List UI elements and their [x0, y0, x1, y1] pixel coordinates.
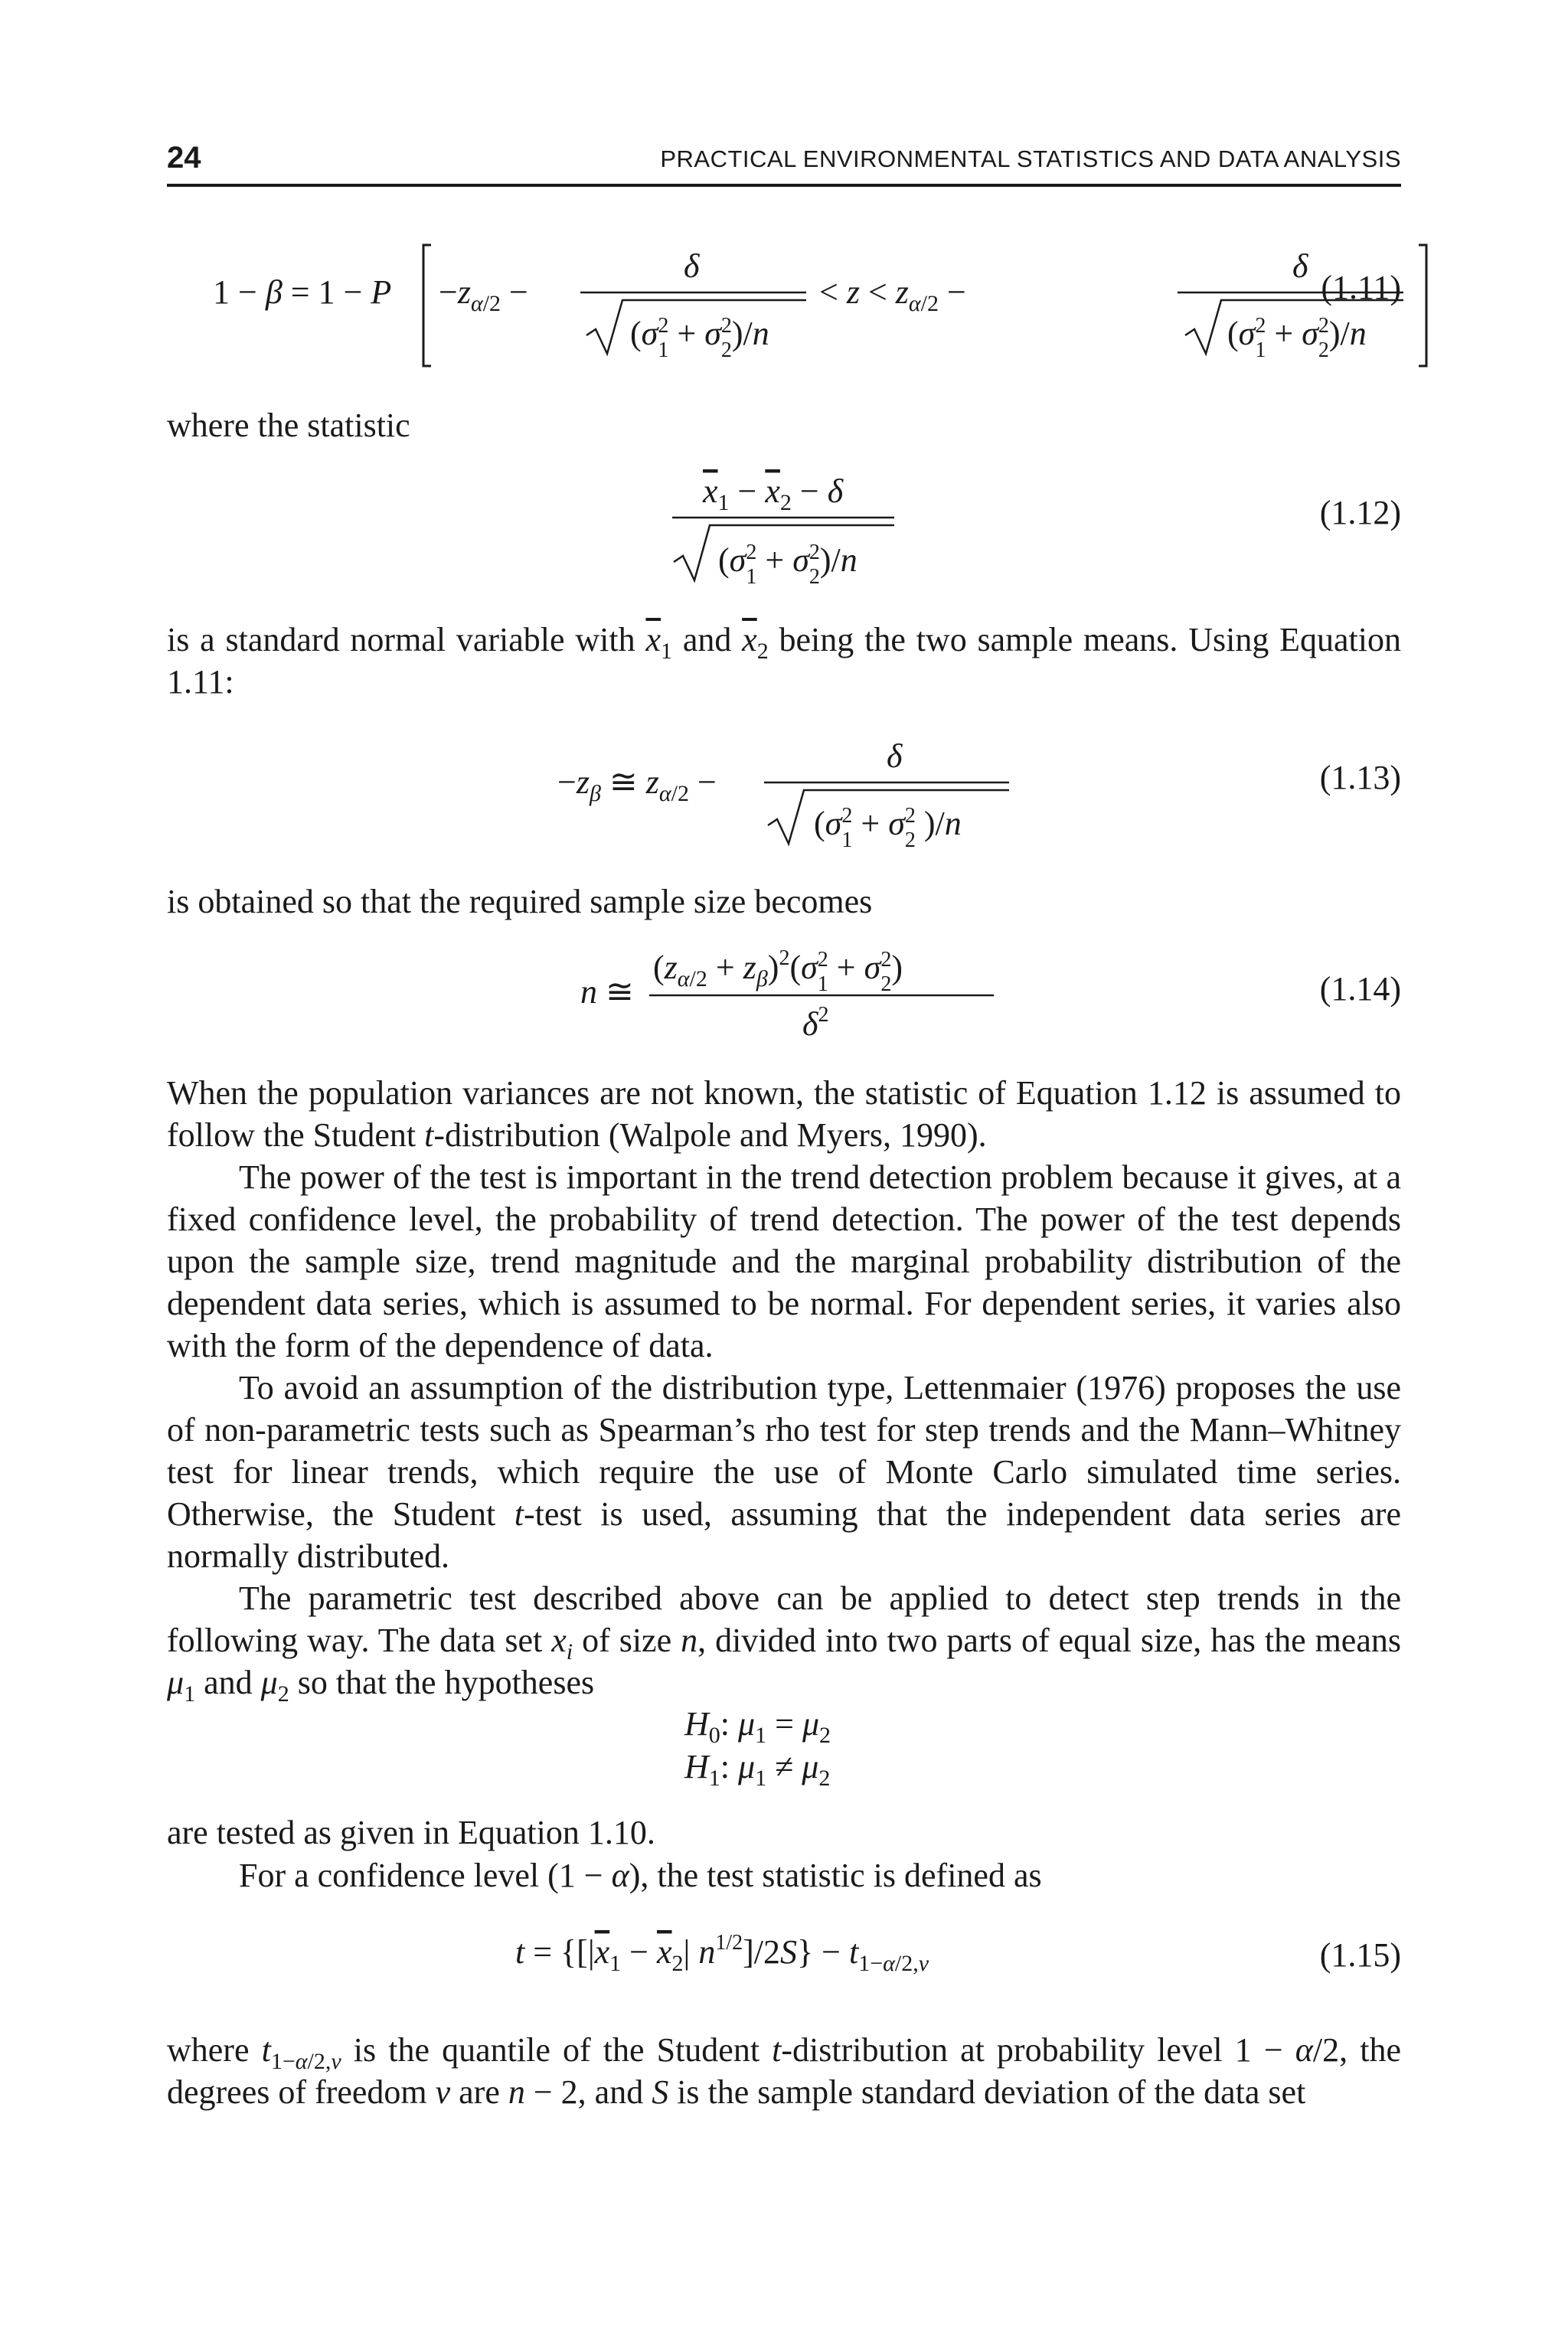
hypotheses-formula: [167, 1701, 1401, 1793]
svg-text:δ: δ: [887, 737, 903, 775]
paragraph-text: is the quantile of the Student: [341, 2031, 773, 2069]
paragraph: The power of the test is important in the trend detection problem because it gives, at a fixed confidence level, the probability of trend detection. The power of the test depends upon the sample size, trend magnitude and the marginal probability distribution of the dependent data series, which is assumed to be normal. For dependent series, it varies also with the form of the dependence of data.: [167, 1158, 1401, 1364]
paragraph-text: The parametric test described above can be applied to detect step trends in the following way. The data set: [167, 1579, 1401, 1659]
svg-text:H1: μ1 ≠ μ2: $H_1$: $\mu_1 \ne \mu_2$: [684, 1748, 831, 1791]
paragraph: For a confidence level (1 − α), the test statistic is defined as: [239, 1857, 1042, 1894]
paragraph: is obtained so that the required sample size becomes: [167, 883, 873, 920]
svg-text:t = {[|x1 − x2| n1/2]/2S} − t1: $t = \{[|x_1 - x_2|$ $n^{1/2}]/2S\} - t_{1-}\alpha/2,\nu$: [515, 1931, 929, 1976]
svg-text:δ2: $\delta^2$: [802, 1003, 829, 1043]
paragraph-text: of size: [573, 1622, 681, 1659]
svg-text:δ: δ: [684, 247, 700, 285]
running-head: PRACTICAL ENVIRONMENTAL STATISTICS AND DATA ANALYSIS: [660, 145, 1401, 172]
svg-text:(σ21 + σ22)/n: ($\sigma^2$ $1 + \sigma^2$ 2)/n: [718, 541, 858, 589]
equation-1-12: [167, 459, 1401, 597]
svg-text:(σ21 + σ22)/n: ($\sigma^2$ $1 + \sigma^2$ 2)/n: [630, 314, 769, 362]
paragraph-text: and: [195, 1664, 261, 1701]
equation-1-12-formula: [167, 459, 1401, 597]
svg-text:(zα/2 + zβ)2(σ21 + σ22): $(z_\alpha/2 + z_\beta)^2(\sigma^2$ $1 + \sigma^2$ 2): [653, 946, 903, 996]
equation-1-13: [167, 720, 1401, 858]
equation-number: (1.15): [1319, 1936, 1401, 1974]
paragraph: are tested as given in Equation 1.10.: [167, 1814, 655, 1851]
paragraph-text: and: [682, 621, 732, 658]
svg-text:(σ21 + σ22 )/n: ($\sigma^2$ $1 + \sigma^2$ 2 )/n: [814, 804, 962, 852]
paragraph-text: − 2, and: [524, 2073, 652, 2111]
paragraph: where the statistic: [167, 407, 410, 444]
paragraph-text: /2, the degrees of freedom: [167, 2031, 1401, 2111]
svg-text:−zβ ≅ zα/2 −: $-z_\beta$ ≅ $z_\alpha/2$ −: [557, 763, 717, 806]
svg-text:n ≅: n ≅: [580, 973, 634, 1011]
paragraph-text: For a confidence level (1 −: [239, 1857, 612, 1894]
svg-text:< z < zα/2 −: < $z < z_\alpha/2$ −: [819, 273, 966, 316]
equation-1-15: [167, 1922, 1401, 1983]
paragraph-text: To avoid an assumption of the distribution type, Lettenmaier (1976) proposes the use of non-parametric tests such as Spearman’s rho test for step trends and the Mann–Whitney test for linear trends, which require the use of Monte Carlo simulated time series. Otherwise, the Student: [167, 1369, 1401, 1533]
equation-number: (1.13): [1319, 759, 1401, 796]
equation-1-14: [167, 936, 1401, 1058]
equation-1-14-formula: [167, 936, 1401, 1058]
hypotheses: [167, 1701, 1401, 1793]
equation-1-11: [167, 230, 1401, 383]
paragraph-text: where: [167, 2031, 262, 2069]
svg-text:δ: δ: [1292, 247, 1308, 285]
svg-text:H0: μ1 = μ2: $H_0$: $\mu_1 = \mu_2$: [684, 1705, 831, 1748]
paragraph-text: When the population variances are not known, the statistic of Equation 1.12 is assumed to follow the Student: [167, 1074, 1401, 1154]
paragraph: is a standard normal variable with $\overline{x}_1$ and $\overline{x}_2$ being the two sample means. Using Equation 1.11:: [167, 621, 1402, 701]
paragraph-text: is a standard normal variable with: [167, 621, 635, 658]
svg-text:−zα/2 −: $-z_\alpha/2$ −: [439, 273, 528, 316]
equation-number: (1.11): [1321, 269, 1401, 306]
page-header: [167, 138, 1401, 187]
paragraph-text: , divided into two parts of equal size, has the means: [697, 1622, 1401, 1659]
paragraph-text: -test is used, assuming that the independent data series are normally distributed.: [167, 1495, 1401, 1575]
equation-number: (1.14): [1319, 970, 1401, 1008]
paragraph: When the population variances are not known, the statistic of Equation 1.12 is assumed to follow the Student t-distribution (Walpole and Myers, 1990).: [167, 1074, 1401, 1154]
paragraph-text: being the two sample means. Using Equation 1.11:: [167, 621, 1402, 701]
page-number: 24: [167, 141, 201, 175]
svg-text:(σ21 + σ22)/n: ($\sigma^2$ $1 + \sigma^2$ 2)/n: [1227, 314, 1367, 362]
paragraph-text: -distribution at probability level 1 −: [781, 2031, 1295, 2069]
paragraph-text: -distribution (Walpole and Myers, 1990).: [433, 1116, 987, 1154]
equation-1-13-formula: [167, 720, 1401, 858]
equation-1-11-formula: [167, 230, 1401, 383]
svg-text:x1 − x2 − δ: $x_1 - x_2 - \delta$: [703, 472, 844, 515]
svg-text:1 − β = 1 − P: 1 − β = 1 − P: [213, 273, 392, 311]
paragraph-text: is the sample standard deviation of the data set: [668, 2073, 1306, 2111]
paragraph: where $t_{1-\alpha/2,\nu}$ is the quantile of the Student t-distribution at probability level 1 − α/2, the degrees of freedom ν are n − 2, and S is the sample standard deviation of the data set: [167, 2031, 1401, 2111]
paragraph-text: ), the test statistic is defined as: [629, 1857, 1042, 1894]
paragraph-text: so that the hypotheses: [289, 1664, 595, 1701]
equation-1-15-formula: [167, 1922, 1401, 1983]
paragraph: The parametric test described above can be applied to detect step trends in the following way. The data set $x_i$ of size n, divided into two parts of equal size, has the means $\mu_1$ and $\mu_2$ so that the hypotheses: [167, 1579, 1401, 1707]
paragraph-text: are: [450, 2073, 508, 2111]
paragraph: To avoid an assumption of the distribution type, Lettenmaier (1976) proposes the use of non-parametric tests such as Spearman’s rho test for step trends and the Mann–Whitney test for linear trends, which require the use of Monte Carlo simulated time series. Otherwise, the Student t-test is used, assuming that the independent data series are normally distributed.: [167, 1369, 1401, 1575]
equation-number: (1.12): [1319, 494, 1401, 531]
